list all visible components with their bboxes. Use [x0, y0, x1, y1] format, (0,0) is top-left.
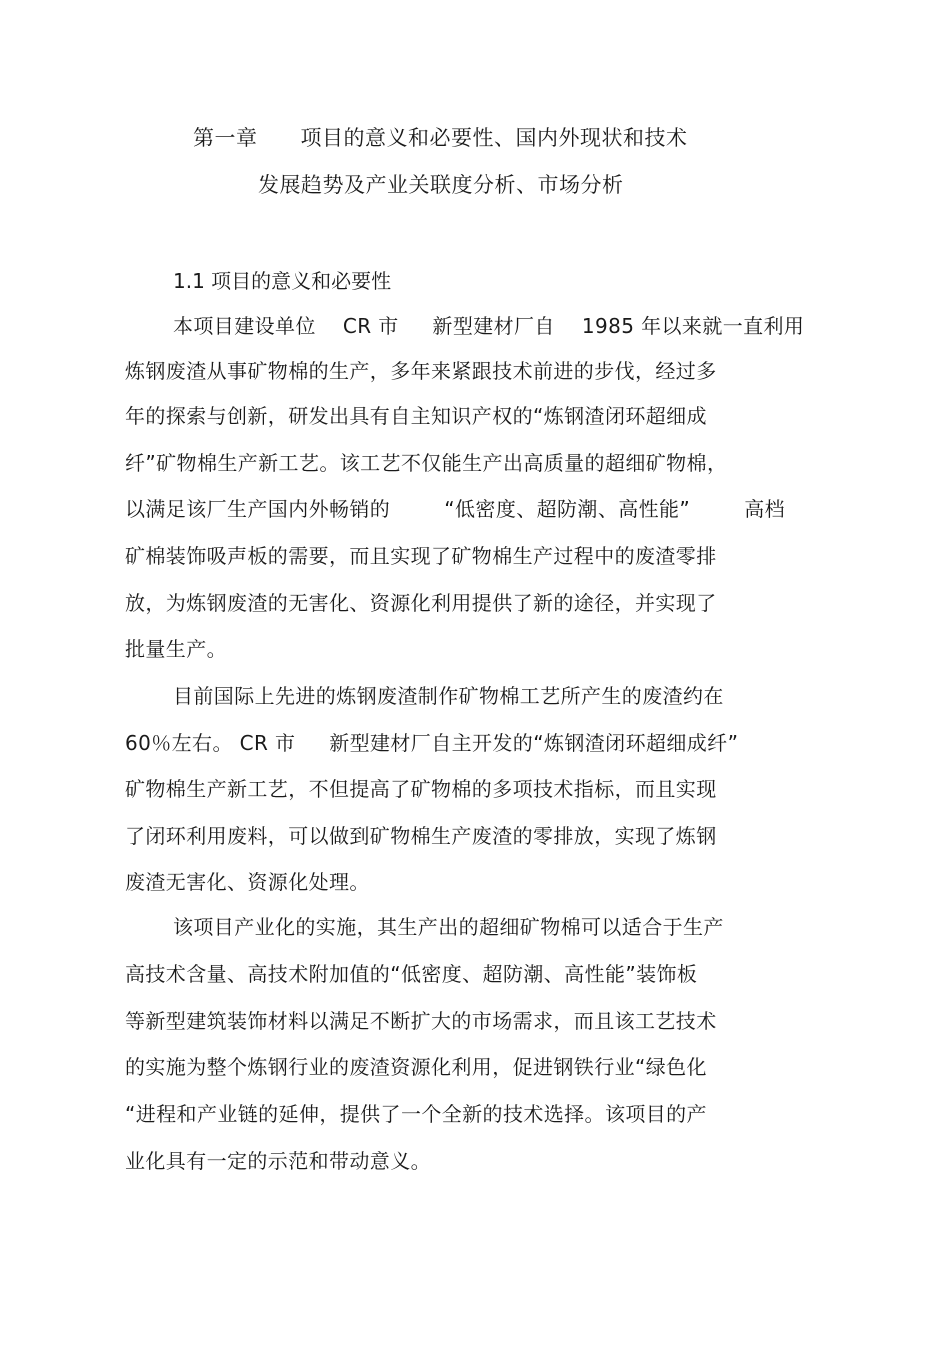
paragraph-line: 业化具有一定的示范和带动意义。 [125, 1149, 431, 1173]
paragraph-line: 纤”矿物棉生产新工艺。该工艺不仅能生产出高质量的超细矿物棉， [125, 451, 728, 475]
paragraph-line: 矿棉装饰吸声板的需要，而且实现了矿物棉生产过程中的废渣零排 [125, 544, 717, 568]
section-heading: 1.1 项目的意义和必要性 [173, 269, 392, 293]
chapter-title-line-1: 第一章 项目的意义和必要性、国内外现状和技术 [193, 126, 688, 150]
paragraph-line: 本项目建设单位 CR 市 新型建材厂自 1985 年以来就一直利用 [173, 314, 805, 338]
paragraph-line: 该项目产业化的实施，其生产出的超细矿物棉可以适合于生产 [173, 915, 724, 939]
paragraph-line: 炼钢废渣从事矿物棉的生产，多年来紧跟技术前进的步伐，经过多 [125, 359, 717, 383]
paragraph-line: 放，为炼钢废渣的无害化、资源化利用提供了新的途径，并实现了 [125, 591, 717, 615]
paragraph-line: 的实施为整个炼钢行业的废渣资源化利用，促进钢铁行业“绿色化 [125, 1055, 707, 1079]
paragraph-line: 矿物棉生产新工艺，不但提高了矿物棉的多项技术指标，而且实现 [125, 777, 717, 801]
paragraph-line: 废渣无害化、资源化处理。 [125, 870, 370, 894]
paragraph-line: 年的探索与创新，研发出具有自主知识产权的“炼钢渣闭环超细成 [125, 404, 707, 428]
paragraph-line: 批量生产。 [125, 637, 227, 661]
paragraph-line: 了闭环利用废料，可以做到矿物棉生产废渣的零排放，实现了炼钢 [125, 824, 717, 848]
paragraph-line: 60％左右。 CR 市 新型建材厂自主开发的“炼钢渣闭环超细成纤” [125, 731, 739, 755]
paragraph-line: “进程和产业链的延伸，提供了一个全新的技术选择。该项目的产 [125, 1102, 707, 1126]
chapter-title-line-2: 发展趋势及产业关联度分析、市场分析 [258, 173, 624, 197]
paragraph-line: 高技术含量、高技术附加值的“低密度、超防潮、高性能”装饰板 [125, 962, 698, 986]
paragraph-line: 目前国际上先进的炼钢废渣制作矿物棉工艺所产生的废渣约在 [173, 684, 724, 708]
paragraph-line: 等新型建筑装饰材料以满足不断扩大的市场需求，而且该工艺技术 [125, 1009, 717, 1033]
paragraph-line: 以满足该厂生产国内外畅销的 “低密度、超防潮、高性能” 高档 [125, 497, 786, 521]
